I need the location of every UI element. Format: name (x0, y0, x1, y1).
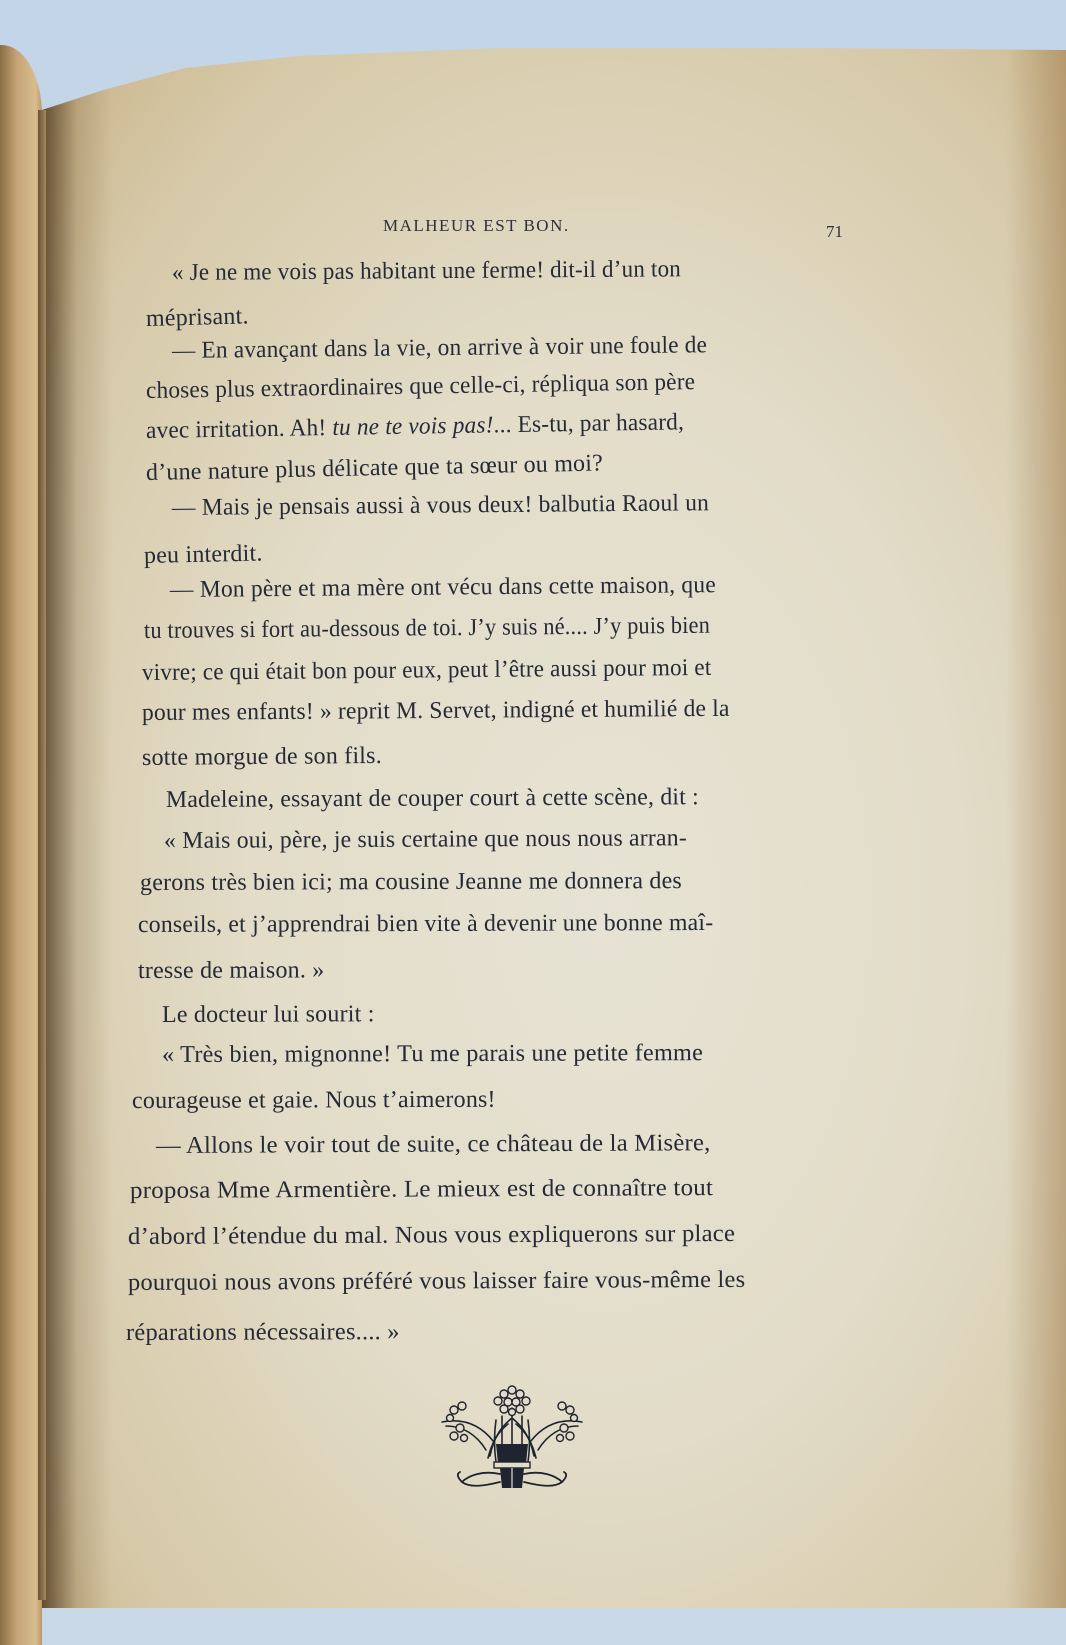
text-line: « Je ne me vois pas habitant une ferme! dit-il d’un ton (171, 256, 682, 286)
page-number: 71 (826, 222, 843, 241)
text-line: — Allons le voir tout de suite, ce château de la Misère, (155, 1130, 711, 1159)
text-line: tresse de maison. » (137, 957, 325, 984)
text-line: — Mon père et ma mère ont vécu dans cette maison, que (169, 572, 717, 603)
text-line: choses plus extraordinaires que celle-ci, répliqua son père (145, 369, 696, 404)
text-line: — Mais je pensais aussi à vous deux! balbutia Raoul un (171, 490, 710, 521)
text-line: pourquoi nous avons préféré vous laisser faire vous-même les (127, 1266, 746, 1296)
text-line: méprisant. (145, 303, 249, 332)
text-line: Le docteur lui sourit : (161, 1001, 375, 1028)
text-line: vivre; ce qui était bon pour eux, peut l’être aussi pour moi et (141, 654, 712, 686)
previous-page-edge (0, 45, 42, 1645)
text-segment: ... Es-tu, par hasard, (493, 409, 685, 439)
text-line: — En avançant dans la vie, on arrive à voir une foule de (171, 332, 708, 364)
text-line: tu trouves si fort au-dessous de toi. J’y suis né.... J’y puis bien (143, 612, 711, 644)
text-line: courageuse et gaie. Nous t’aimerons! (131, 1086, 496, 1114)
text-line: Madeleine, essayant de couper court à cette scène, dit : (165, 784, 699, 813)
text-line: réparations nécessaires.... » (125, 1319, 400, 1346)
text-line: d’abord l’étendue du mal. Nous vous expliquerons sur place (127, 1220, 736, 1250)
text-line: pour mes enfants! » reprit M. Servet, indigné et humilié de la (141, 695, 730, 726)
text-line: « Mais oui, père, je suis certaine que nous nous arran- (163, 825, 687, 854)
text-line: « Très bien, mignonne! Tu me parais une petite femme (161, 1040, 704, 1068)
running-header-title: MALHEUR EST BON. (383, 216, 570, 235)
text-line: proposa Mme Armentière. Le mieux est de connaître tout (129, 1175, 714, 1204)
text-line: sotte morgue de son fils. (141, 742, 382, 771)
italic-emphasis: tu ne te vois pas! (332, 412, 494, 441)
text-segment: avec irritation. Ah! (145, 414, 333, 444)
text-line: gerons très bien ici; ma cousine Jeanne me donnera des (139, 868, 682, 896)
floral-tailpiece-icon (432, 1378, 592, 1498)
text-line: d’une nature plus délicate que ta sœur ou moi? (145, 450, 604, 486)
book-gutter (38, 110, 46, 1600)
text-line: peu interdit. (143, 540, 263, 569)
text-line: conseils, et j’apprendrai bien vite à devenir une bonne maî- (137, 909, 714, 938)
